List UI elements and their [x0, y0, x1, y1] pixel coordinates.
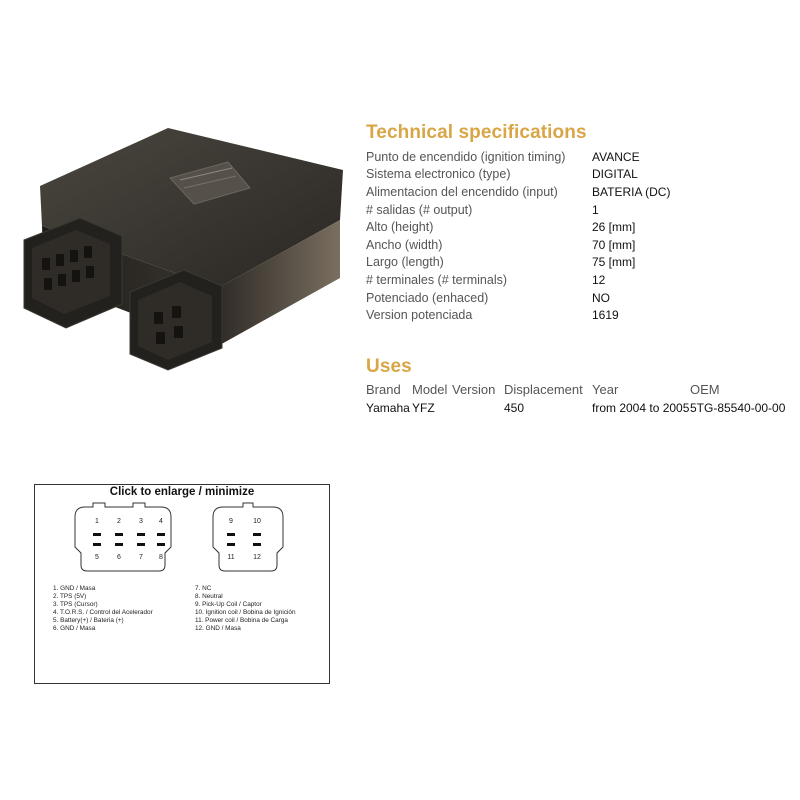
- legend-item: 10. Ignition coil / Bobina de Ignición: [195, 609, 296, 617]
- spec-label: Alto (height): [366, 220, 434, 235]
- pin-label: 11: [227, 554, 235, 561]
- pin-label: 8: [159, 554, 163, 561]
- spec-label: Potenciado (enhaced): [366, 290, 489, 305]
- connector-b: [213, 503, 283, 571]
- uses-section: [366, 356, 796, 417]
- spec-row: [366, 201, 670, 219]
- cell-displacement: 450: [504, 401, 525, 415]
- spec-value: 75 [mm]: [592, 255, 636, 270]
- pin-label: 2: [117, 518, 121, 525]
- legend-item: 7. NC: [195, 585, 212, 592]
- cell-model: YFZ: [412, 401, 435, 415]
- cell-brand: Yamaha: [366, 401, 410, 415]
- spec-value: 1: [592, 202, 599, 217]
- legend-item: 4. T.O.R.S. / Control del Acelerador: [53, 609, 153, 617]
- legend-item: 8. Neutral: [195, 593, 223, 601]
- pin-label: 4: [159, 518, 163, 525]
- spec-row: [366, 271, 670, 289]
- pin-label: 12: [253, 554, 261, 561]
- spec-label: Ancho (width): [366, 237, 443, 252]
- cell-oem: 5TG-85540-00-00: [690, 401, 786, 415]
- connector-a: [75, 503, 171, 571]
- legend-item: 3. TPS (Cursor): [53, 601, 98, 609]
- spec-value: 26 [mm]: [592, 220, 636, 235]
- legend-item: 6. GND / Masa: [53, 625, 96, 633]
- spec-label: Sistema electronico (type): [366, 167, 511, 182]
- col-model: Model: [412, 382, 448, 397]
- spec-row: [366, 289, 670, 307]
- legend-item: 11. Power coil / Bobina de Carga: [195, 617, 288, 625]
- uses-header-row: [366, 380, 785, 399]
- pin-legend-left: [53, 585, 153, 634]
- product-image: [18, 108, 348, 388]
- specs-table: [366, 148, 670, 324]
- spec-label: Punto de encendido (ignition timing): [366, 149, 566, 164]
- spec-row: [366, 254, 670, 272]
- spec-row: [366, 148, 670, 166]
- spec-label: Version potenciada: [366, 308, 473, 323]
- pin-label: 9: [229, 518, 233, 525]
- spec-label: Alimentacion del encendido (input): [366, 184, 558, 199]
- legend-item: 5. Battery(+) / Bateria (+): [53, 617, 124, 625]
- legend-item: 1. GND / Masa: [53, 585, 96, 592]
- spec-value: NO: [592, 290, 610, 305]
- pin-label: 1: [95, 518, 99, 525]
- col-version: Version: [452, 382, 496, 397]
- pin-label: 6: [117, 554, 121, 561]
- col-displacement: Displacement: [504, 382, 583, 397]
- pin-label: 5: [95, 554, 99, 561]
- spec-value: 12: [592, 272, 606, 287]
- cell-year: from 2004 to 2005: [592, 401, 690, 415]
- spec-value: 70 [mm]: [592, 237, 636, 252]
- connector-b-pin-marks: [227, 533, 261, 546]
- spec-label: # terminales (# terminals): [366, 272, 508, 287]
- connector-a-pin-marks: [93, 533, 165, 546]
- pin-label: 3: [139, 518, 143, 525]
- uses-table: [366, 380, 785, 417]
- legend-item: 9. Pick-Up Coil / Captor: [195, 601, 262, 609]
- spec-value: BATERIA (DC): [592, 184, 671, 199]
- pin-label: 10: [253, 518, 261, 525]
- spec-label: # salidas (# output): [366, 202, 473, 217]
- spec-row: [366, 183, 670, 201]
- col-oem: OEM: [690, 382, 720, 397]
- uses-title: Uses: [366, 356, 412, 377]
- pin-label: 7: [139, 554, 143, 561]
- specs-section: [366, 122, 786, 324]
- col-brand: Brand: [366, 382, 401, 397]
- legend-item: 2. TPS (5V): [53, 593, 87, 601]
- pinout-diagram[interactable]: [34, 484, 330, 684]
- spec-value: AVANCE: [592, 149, 640, 164]
- spec-value: DIGITAL: [592, 167, 638, 182]
- pin-legend-right: [195, 585, 296, 634]
- legend-item: 12. GND / Masa: [195, 625, 241, 633]
- enlarge-toggle-label[interactable]: Click to enlarge / minimize: [109, 486, 255, 498]
- spec-value: 1619: [592, 308, 619, 323]
- spec-row: [366, 306, 670, 324]
- cell-version: [452, 399, 504, 417]
- spec-row: [366, 218, 670, 236]
- spec-label: Largo (length): [366, 255, 444, 270]
- cdi-unit-illustration: [18, 108, 348, 388]
- specs-title: Technical specifications: [366, 122, 587, 143]
- spec-row: [366, 236, 670, 254]
- spec-row: [366, 166, 670, 184]
- table-row: [366, 399, 785, 417]
- connector-diagrams: [35, 499, 329, 599]
- col-year: Year: [592, 382, 619, 397]
